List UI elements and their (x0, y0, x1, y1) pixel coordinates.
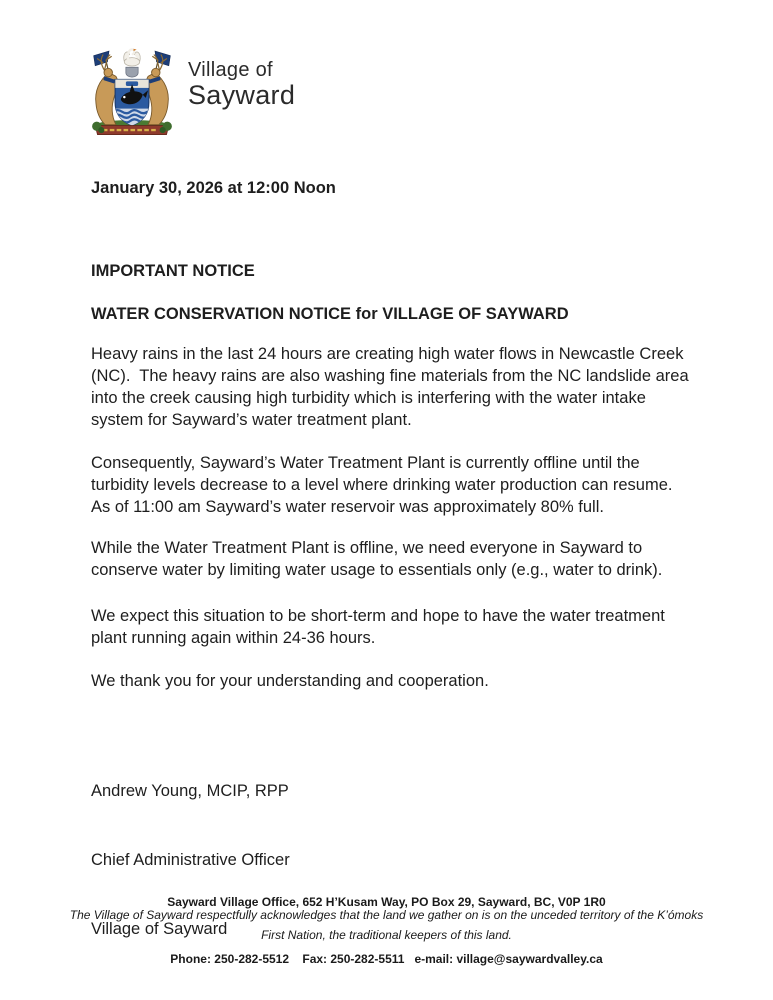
body-paragraph: While the Water Treatment Plant is offline, we need everyone in Sayward to conserve water by limiting water usage to essentials only (e.g., water to drink). (91, 539, 663, 579)
swan-crest (124, 49, 140, 66)
notice-heading-title: WATER CONSERVATION NOTICE for VILLAGE OF SAYWARD (91, 305, 569, 323)
body-paragraph: Heavy rains in the last 24 hours are creating high water flows in Newcastle Creek (NC). The heavy rains are also washing fine materials from the NC landslide area into the creek causing high turbidity which is interfering with the water intake system for Sayward’s water treatment plant. (91, 345, 694, 429)
footer-contact-line: Phone: 250-282-5512 Fax: 250-282-5511 e-mail: village@saywardvalley.ca (170, 952, 603, 966)
signature-title: Chief Administrative Officer (91, 851, 290, 869)
body-paragraph: We thank you for your understanding and cooperation. (91, 672, 489, 690)
village-of-sayward-crest-icon (86, 44, 178, 141)
logo-wordmark-line1: Village of (188, 59, 273, 81)
logo-wordmark (188, 44, 295, 109)
header-logo (86, 44, 295, 141)
signature-name: Andrew Young, MCIP, RPP (91, 782, 289, 800)
footer-address-line: Sayward Village Office, 652 H’Kusam Way, PO Box 29, Sayward, BC, V0P 1R0 (167, 895, 606, 909)
land-acknowledgment: The Village of Sayward respectfully acknowledges that the land we gather on is on the unceded territory of the K’ómoks First Nation, the traditional keepers of this land. (69, 908, 704, 942)
body-paragraph: Consequently, Sayward’s Water Treatment Plant is currently offline until the turbidity levels decrease to a level where drinking water production can resume. As of 11:00 am Sayward’s water reservoir was approximately 80% full. (91, 454, 677, 516)
notice-heading-important: IMPORTANT NOTICE (91, 262, 255, 280)
body-paragraph: We expect this situation to be short-term and hope to have the water treatment plant running again within 24-36 hours. (91, 607, 670, 647)
signature-organization: Village of Sayward (91, 920, 228, 938)
logo-wordmark-line2: Sayward (188, 79, 296, 110)
notice-date: January 30, 2026 at 12:00 Noon (91, 179, 336, 197)
